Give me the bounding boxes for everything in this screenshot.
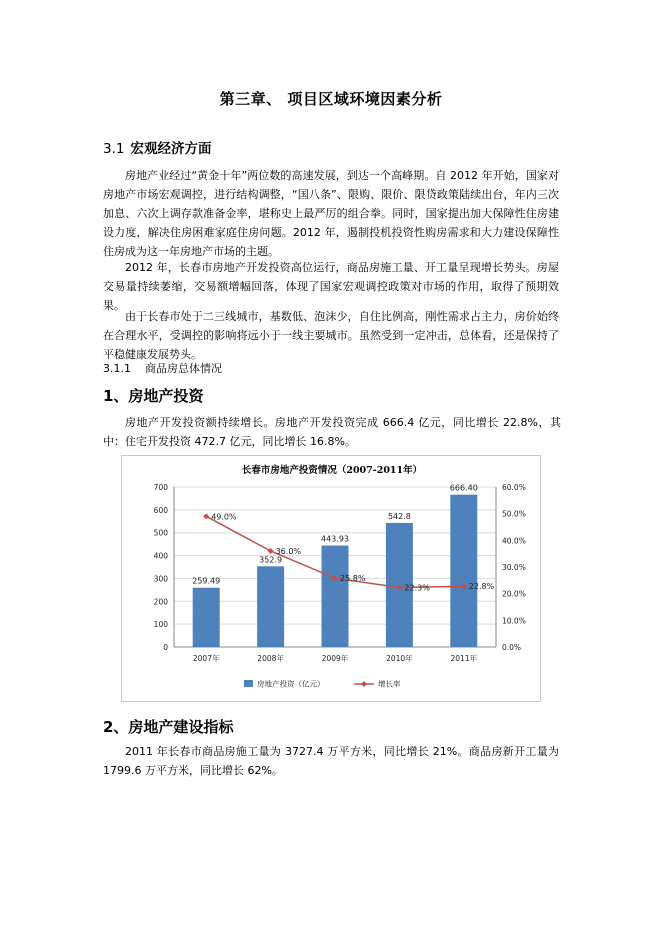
growth-rate-label: 22.8% [468,582,495,592]
y-left-tick-label: 600 [153,505,168,515]
paragraph-construction: 2011 年长春市商品房施工量为 3727.4 万平方米，同比增长 21%。商品房新开工量为 1799.6 万平方米，同比增长 62%。 [103,745,559,777]
x-tick-label: 2008年 [257,654,284,663]
legend-bar-label: 房地产投资（亿元） [257,679,325,689]
paragraph-macro-2: 2012 年，长春市房地产开发投资高位运行，商品房施工量、开工量呈现增长势头。房屋交易量持续萎缩，交易额增幅回落，体现了国家宏观调控政策对市场的作用，取得了预期效果。 [103,261,559,312]
y-left-tick-label: 700 [153,483,168,492]
y-right-tick-label: 50.0% [502,509,526,519]
growth-rate-label: 36.0% [275,547,302,556]
investment-chart [121,455,541,702]
growth-rate-point [203,513,209,519]
y-right-tick-label: 30.0% [502,563,526,572]
bar-data-label: 259.49 [192,576,221,586]
subsection-number: 3.1.1 [103,362,131,375]
growth-rate-label: 22.3% [404,583,430,593]
chapter-title: 第三章、 项目区域环境因素分析 [219,90,443,108]
y-left-tick-label: 0 [163,643,168,652]
legend-line-marker [361,681,367,687]
growth-rate-point [268,548,274,554]
section-title: 宏观经济方面 [130,141,212,157]
paragraph-macro-1: 房地产业经过“黄金十年”两位数的高速发展，到达一个高峰期。自 2012 年开始，国家对房地产市场宏观调控，进行结构调整，“国八条”、限购、限价、限贷政策陆续出台，年内三次加息、六次上调存款准备金率，堪称史上最严厉的组合拳。同时，国家提出加大保障性住房建设力度，解决住房困难家庭住房问题。2012 年，遏制投机投资性购房需求和大力建设保障性住房成为这一年房地产市场的主题。 [103,169,559,258]
x-tick-label: 2010年 [386,654,413,663]
bar-data-label: 443.93 [321,534,349,544]
chart-title: 长春市房地产投资情况（2007-2011年） [241,465,423,476]
bar-data-label: 666.40 [449,483,478,493]
bar [450,495,477,647]
y-right-tick-label: 0.0% [502,643,522,652]
paragraph-investment: 房地产开发投资额持续增长。房地产开发投资完成 666.4 亿元，同比增长 22.8%，其中：住宅开发投资 472.7 亿元，同比增长 16.8%。 [103,416,561,448]
subsection-heading [103,360,222,376]
legend-bar-swatch [244,680,253,687]
bar [257,566,284,647]
y-right-tick-label: 60.0% [502,483,526,492]
bar [322,546,349,647]
y-left-tick-label: 300 [153,574,168,584]
growth-rate-label: 25.8% [340,574,366,584]
heading-investment: 1、房地产投资 [103,387,204,405]
x-tick-label: 2009年 [321,654,349,663]
y-right-tick-label: 20.0% [502,589,526,599]
y-left-tick-label: 200 [153,597,168,607]
y-right-tick-label: 40.0% [502,536,526,546]
bar-data-label: 352.9 [259,555,283,565]
y-left-tick-label: 400 [153,551,168,561]
section-number: 3.1 [103,141,125,157]
section-heading [103,137,211,157]
bar [193,588,220,647]
x-tick-label: 2011年 [450,654,478,663]
y-right-tick-label: 10.0% [502,616,526,626]
chart-svg [122,456,542,703]
y-left-tick-label: 500 [153,528,168,538]
bar-data-label: 542.8 [387,511,411,521]
growth-rate-label: 49.0% [211,512,237,522]
heading-construction: 2、房地产建设指标 [103,718,234,736]
x-tick-label: 2007年 [192,654,220,663]
legend-line-label: 增长率 [378,679,401,689]
subsection-title: 商品房总体情况 [145,362,222,375]
y-left-tick-label: 100 [153,620,168,630]
paragraph-macro-3: 由于长春市处于二三线城市，基数低、泡沫少，自住比例高，刚性需求占主力，房价始终在合理水平，受调控的影响将远小于一线主要城市。虽然受到一定冲击，总体看，还是保持了平稳健康发展势头。 [103,310,559,361]
